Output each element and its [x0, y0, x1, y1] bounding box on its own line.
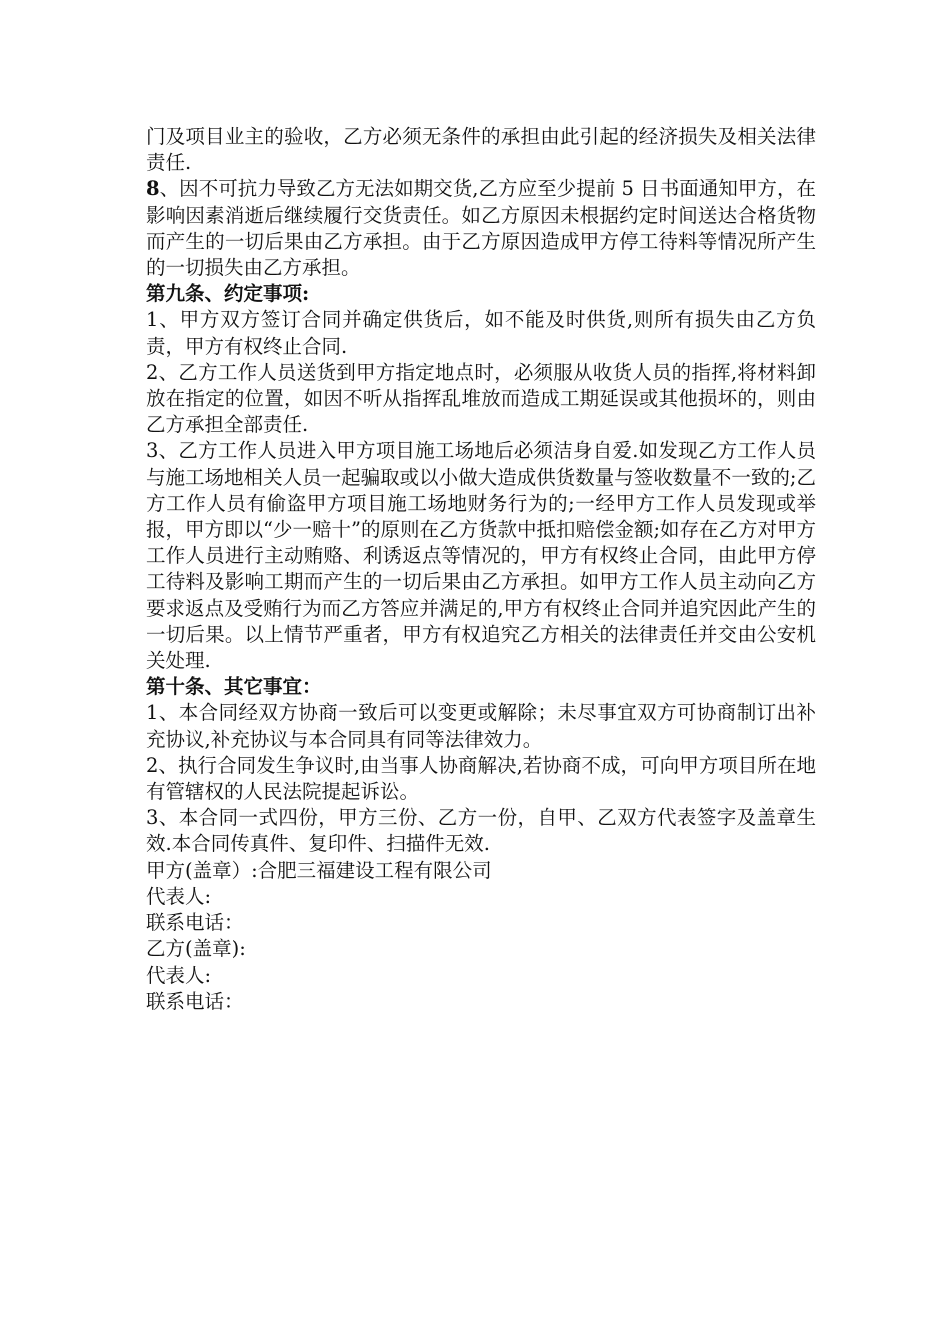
- signature-block: [146, 858, 816, 1015]
- paragraph-article-10-item-3: 3、本合同一式四份，甲方三份、乙方一份，自甲、乙双方代表签字及盖章生效.本合同传真件、复印件、扫描件无效.: [146, 806, 816, 856]
- section-heading-article-10: 第十条、其它事宜：: [146, 675, 322, 699]
- paragraph-article-9-item-1: 1、甲方双方签订合同并确定供货后，如不能及时供货,则所有损失由乙方负责，甲方有权终止合同.: [146, 308, 816, 358]
- party-a-phone-line: 联系电话：: [146, 911, 244, 935]
- document-page: [146, 124, 816, 1015]
- party-b-representative-line: 代表人:: [146, 963, 212, 987]
- paragraph-acceptance-liability: 门及项目业主的验收，乙方必须无条件的承担由此引起的经济损失及相关法律责任.: [146, 125, 816, 175]
- party-a-representative-line: 代表人:: [146, 884, 212, 908]
- section-heading-article-9: 第九条、约定事项:: [146, 282, 310, 306]
- item-number: 8: [146, 177, 160, 201]
- paragraph-article-10-item-1: 1、本合同经双方协商一致后可以变更或解除；未尽事宜双方可协商制订出补充协议,补充协议与本合同具有同等法律效力。: [146, 701, 816, 751]
- paragraph-force-majeure: 8、因不可抗力导致乙方无法如期交货,乙方应至少提前 5 日书面通知甲方，在影响因素消逝后继续履行交货责任。如乙方原因未根据约定时间送达合格货物而产生的一切后果由乙方承担。由于乙方原因造成甲方停工待料等情况所产生的一切损失由乙方承担。: [146, 177, 816, 280]
- paragraph-article-10-item-2: 2、执行合同发生争议时,由当事人协商解决,若协商不成，可向甲方项目所在地有管辖权的人民法院提起诉讼。: [146, 753, 816, 804]
- paragraph-article-9-item-2: 2、乙方工作人员送货到甲方指定地点时，必须服从收货人员的指挥,将材料卸放在指定的位置，如因不听从指挥乱堆放而造成工期延误或其他损坏的，则由乙方承担全部责任.: [146, 360, 816, 437]
- party-b-seal-line: 乙方(盖章):: [146, 937, 246, 961]
- party-a-seal-line: 甲方(盖章）:合肥三福建设工程有限公司: [146, 858, 492, 882]
- clause-body: [146, 124, 816, 858]
- party-b-phone-line: 联系电话：: [146, 989, 244, 1013]
- paragraph-article-9-item-3: 3、乙方工作人员进入甲方项目施工场地后必须洁身自爱.如发现乙方工作人员与施工场地相关人员一起骗取或以小做大造成供货数量与签收数量不一致的;乙方工作人员有偷盗甲方项目施工场地财务行为的;一经甲方工作人员发现或举报，甲方即以“少一赔十”的原则在乙方货款中抵扣赔偿金额;如存在乙方对甲方工作人员进行主动贿赂、利诱返点等情况的，甲方有权终止合同，由此甲方停工待料及影响工期而产生的一切后果由乙方承担。如甲方工作人员主动向乙方要求返点及受贿行为而乙方答应并满足的,甲方有权终止合同并追究因此产生的一切后果。以上情节严重者，甲方有权追究乙方相关的法律责任并交由公安机关处理.: [146, 439, 817, 673]
